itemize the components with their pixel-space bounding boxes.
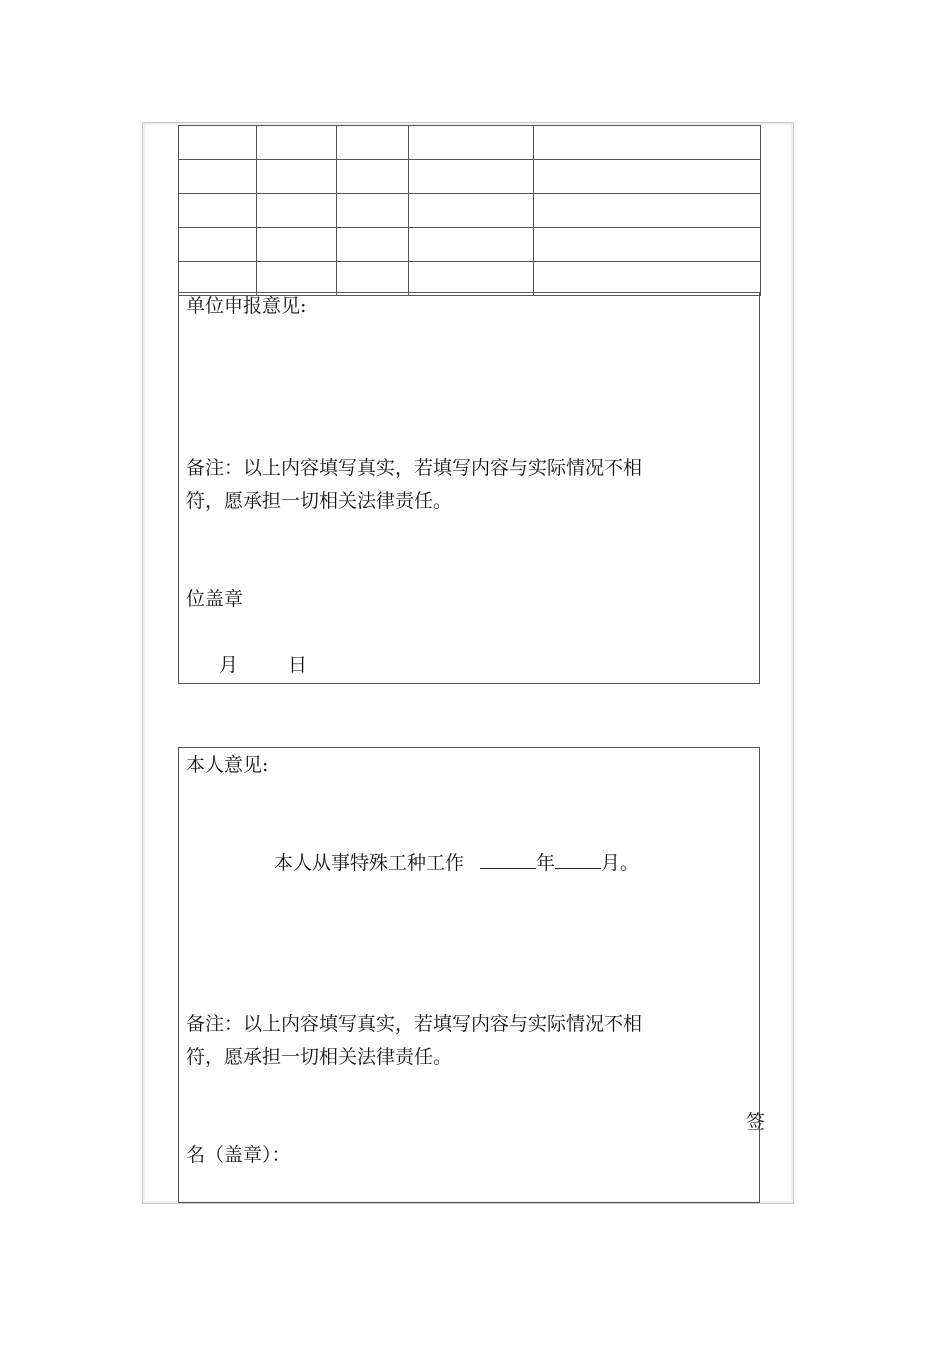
table-cell[interactable] [337,126,409,160]
table-cell[interactable] [409,194,534,228]
table-cell[interactable] [179,126,257,160]
table-cell[interactable] [337,262,409,296]
table-cell[interactable] [409,160,534,194]
table-cell[interactable] [257,126,337,160]
table-cell[interactable] [534,126,761,160]
table-cell[interactable] [257,262,337,296]
table-cell[interactable] [179,194,257,228]
table-cell[interactable] [257,160,337,194]
statement-prefix: 本人从事特殊工种工作 [274,852,465,874]
unit-month-label: 月 [219,654,239,676]
month-label: 月。 [601,852,640,874]
table-cell[interactable] [337,160,409,194]
work-duration-statement [274,850,639,874]
signature-label: 名（盖章）： [186,1144,291,1166]
table-row [179,160,761,194]
unit-opinion-heading: 单位申报意见: [186,295,307,317]
table-cell[interactable] [179,160,257,194]
table-cell[interactable] [337,194,409,228]
table-cell[interactable] [409,228,534,262]
table-cell[interactable] [337,228,409,262]
table-cell[interactable] [257,228,337,262]
record-table [178,125,761,296]
table-cell[interactable] [534,262,761,296]
personal-opinion-box[interactable] [178,747,760,1203]
unit-day-label: 日 [288,654,308,676]
years-blank[interactable] [480,850,536,869]
table-row [179,228,761,262]
table-cell[interactable] [257,194,337,228]
personal-opinion-heading: 本人意见: [186,754,269,776]
months-blank[interactable] [555,850,601,869]
unit-note-line1: 备注：以上内容填写真实，若填写内容与实际情况不相 [186,457,643,479]
table-cell[interactable] [179,262,257,296]
table-cell[interactable] [409,126,534,160]
table-cell[interactable] [179,228,257,262]
table-row [179,262,761,296]
table-cell[interactable] [534,228,761,262]
year-label: 年 [536,852,556,874]
personal-note-line2: 符，愿承担一切相关法律责任。 [186,1046,453,1068]
unit-opinion-box[interactable] [178,292,760,684]
unit-note-line2: 符，愿承担一切相关法律责任。 [186,490,453,512]
personal-note-line1: 备注：以上内容填写真实，若填写内容与实际情况不相 [186,1013,643,1035]
table-cell[interactable] [409,262,534,296]
table-row [179,126,761,160]
table-cell[interactable] [534,160,761,194]
table-cell[interactable] [534,194,761,228]
signature-char: 签 [746,1111,766,1133]
unit-seal-label: 位盖章 [186,588,244,610]
table-row [179,194,761,228]
